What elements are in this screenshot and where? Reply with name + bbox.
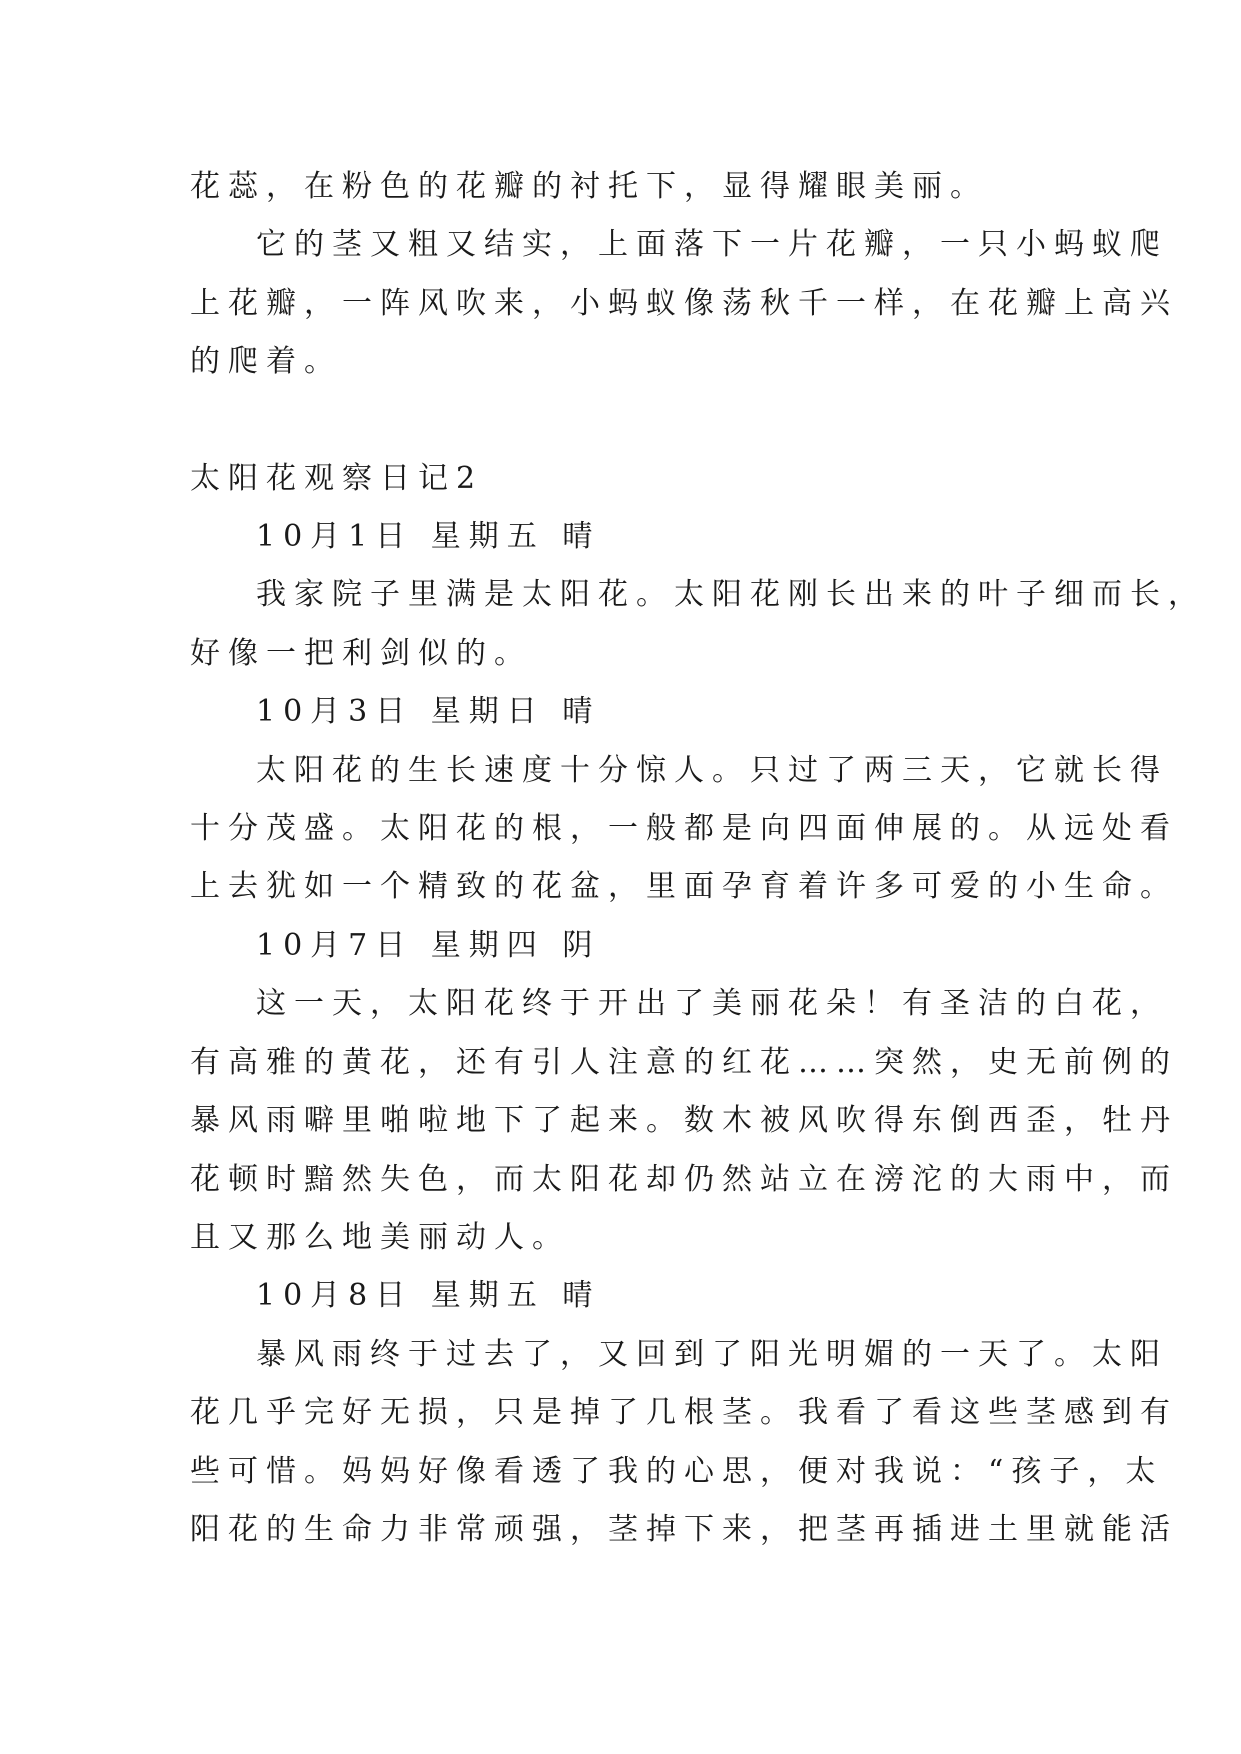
paragraph-line: 它的茎又粗又结实，上面落下一片花瓣，一只小蚂蚁爬 [256, 227, 1168, 263]
paragraph-line: 上去犹如一个精致的花盆，里面孕育着许多可爱的小生命。 [190, 869, 1178, 905]
paragraph-line: 十分茂盛。太阳花的根，一般都是向四面伸展的。从远处看 [190, 811, 1178, 847]
diary-date: 10月1日 星期五 晴 [256, 519, 601, 555]
paragraph-line: 有高雅的黄花，还有引人注意的红花……突然，史无前例的 [190, 1044, 1178, 1080]
paragraph-line: 些可惜。妈妈好像看透了我的心思，便对我说：“孩子，太 [190, 1453, 1164, 1489]
section-gap [190, 392, 1060, 450]
paragraph-line: 太阳花的生长速度十分惊人。只过了两三天，它就长得 [256, 752, 1168, 788]
diary-date: 10月7日 星期四 阴 [256, 927, 601, 963]
paragraph-line: 花几乎完好无损，只是掉了几根茎。我看了看这些茎感到有 [190, 1395, 1178, 1431]
paragraph-line: 花蕊，在粉色的花瓣的衬托下，显得耀眼美丽。 [190, 169, 988, 204]
paragraph-line: 阳花的生命力非常顽强，茎掉下来，把茎再插进土里就能活 [190, 1511, 1178, 1547]
paragraph-line: 上花瓣，一阵风吹来，小蚂蚁像荡秋千一样，在花瓣上高兴 [190, 285, 1178, 321]
diary-date: 10月8日 星期五 晴 [256, 1278, 601, 1314]
document-body [190, 158, 1206, 1559]
paragraph-line: 暴风雨终于过去了，又回到了阳光明媚的一天了。太阳 [256, 1336, 1168, 1372]
paragraph-line: 且又那么地美丽动人。 [190, 1219, 570, 1255]
section-title: 太阳花观察日记2 [190, 460, 484, 496]
paragraph-line: 我家院子里满是太阳花。太阳花刚长出来的叶子细而长， [256, 577, 1206, 613]
paragraph-line: 暴风雨噼里啪啦地下了起来。数木被风吹得东倒西歪，牡丹 [190, 1103, 1178, 1139]
paragraph-line: 的爬着。 [190, 344, 342, 380]
paragraph-line: 好像一把利剑似的。 [190, 635, 532, 671]
diary-date: 10月3日 星期日 晴 [256, 694, 601, 730]
paragraph-line: 花顿时黯然失色，而太阳花却仍然站立在滂沱的大雨中，而 [190, 1161, 1178, 1197]
paragraph-line: 这一天，太阳花终于开出了美丽花朵！有圣洁的白花， [256, 986, 1168, 1022]
